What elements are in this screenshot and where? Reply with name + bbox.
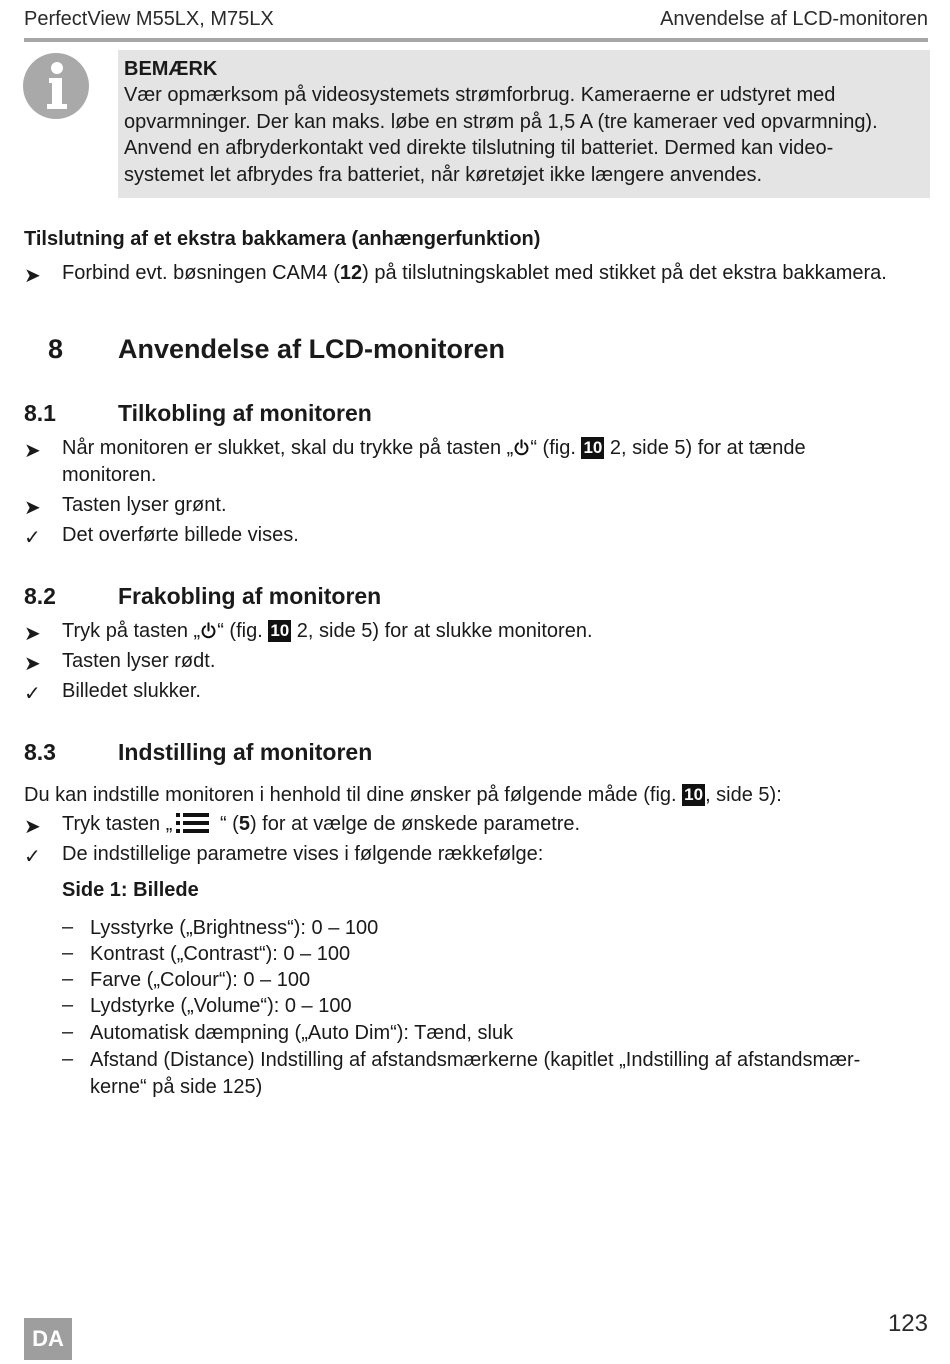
section-number: 8.3 [24,739,56,765]
header-rule [24,38,928,42]
figure-badge: 10 [583,438,603,457]
list-item: Kontrast („Contrast“): 0 – 100 [90,943,351,965]
section-number: 8 [48,334,64,364]
section-number: 8.2 [24,583,56,609]
subheading: Side 1: Billede [62,879,199,901]
header-chapter: Anvendelse af LCD-monitoren [660,8,928,30]
list-item-continued: kerne“ på side 125) [90,1076,263,1098]
note-line: Vær opmærksom på videosystemets strømforbrug. Kameraerne er udstyret med [124,84,836,106]
list-item: Afstand (Distance) Indstilling af afstandsmærkerne (kapitlet „Indstilling af afstandsmær- [90,1049,861,1071]
header-product: PerfectView M55LX, M75LX [24,8,274,30]
list-dash: – [62,916,74,938]
power-icon [200,622,217,639]
section-title: Frakobling af monitoren [118,583,382,609]
figure-badge: 10 [270,621,290,640]
check-mark: ✓ [24,527,41,549]
extra-camera-heading: Tilslutning af et ekstra bakkamera (anhængerfunktion) [24,228,541,250]
section-title: Indstilling af monitoren [118,739,373,765]
instruction-outcome: De indstillelige parametre vises i følgende rækkefølge: [62,843,544,865]
instruction-continued: monitoren. [62,464,157,486]
arrow-bullet: ➤ [24,440,41,462]
instruction-power-off: Tryk på tasten „ “ (fig. 10 2, side 5) for at slukke monitoren. [62,620,593,642]
list-dash: – [62,942,74,964]
page-number: 123 [887,1310,928,1337]
info-icon [22,52,90,120]
extra-camera-text: Forbind evt. bøsningen CAM4 (12) på tilslutningskablet med stikket på det ekstra bakkamera. [62,262,887,284]
instruction-outcome: Det overførte billede vises. [62,524,299,546]
list-dash: – [62,968,74,990]
section-8-heading [24,334,924,370]
list-dash: – [62,994,74,1016]
arrow-bullet: ➤ [24,623,41,645]
note-box [118,50,930,198]
language-tag: DA [24,1318,72,1360]
list-item: Farve („Colour“): 0 – 100 [90,969,311,991]
instruction-outcome: Billedet slukker. [62,680,201,702]
figure-badge: 10 [684,785,704,804]
section-title: Anvendelse af LCD-monitoren [118,334,506,364]
instruction-result: Tasten lyser rødt. [62,650,216,672]
arrow-bullet: ➤ [24,816,41,838]
list-item: Automatisk dæmpning („Auto Dim“): Tænd, sluk [90,1022,514,1044]
list-item: Lydstyrke („Volume“): 0 – 100 [90,995,352,1017]
list-dash: – [62,1048,74,1070]
arrow-bullet: ➤ [24,653,41,675]
section-8-1-heading [0,400,900,430]
list-item: Lysstyrke („Brightness“): 0 – 100 [90,917,379,939]
section-number: 8.1 [24,400,56,426]
list-dash: – [62,1021,74,1043]
menu-icon [172,812,214,834]
section-title: Tilkobling af monitoren [118,400,372,426]
power-icon [513,439,530,456]
note-line: Anvend en afbryderkontakt ved direkte tilslutning til batteriet. Dermed kan video- [124,137,834,159]
section-intro: Du kan indstille monitoren i henhold til dine ønsker på følgende måde (fig. 10 , side 5): [24,784,782,806]
arrow-bullet: ➤ [24,265,41,287]
instruction-menu: Tryk tasten „ “ (5) for at vælge de ønskede parametre. [62,813,581,835]
note-line: systemet let afbrydes fra batteriet, når køretøjet ikke længere anvendes. [124,163,763,186]
section-8-2-heading [0,583,900,613]
note-line: opvarmninger. Der kan maks. løbe en strøm på 1,5 A (tre kameraer ved opvarmning). [124,110,878,133]
running-header [24,8,928,34]
arrow-bullet: ➤ [24,497,41,519]
note-title: BEMÆRK [124,58,218,80]
section-8-3-heading [0,739,900,769]
instruction-result: Tasten lyser grønt. [62,494,227,516]
check-mark: ✓ [24,683,41,705]
check-mark: ✓ [24,846,41,868]
instruction-power-on: Når monitoren er slukket, skal du trykke på tasten „ “ (fig. 10 2, side 5) for at tænde [62,437,806,459]
